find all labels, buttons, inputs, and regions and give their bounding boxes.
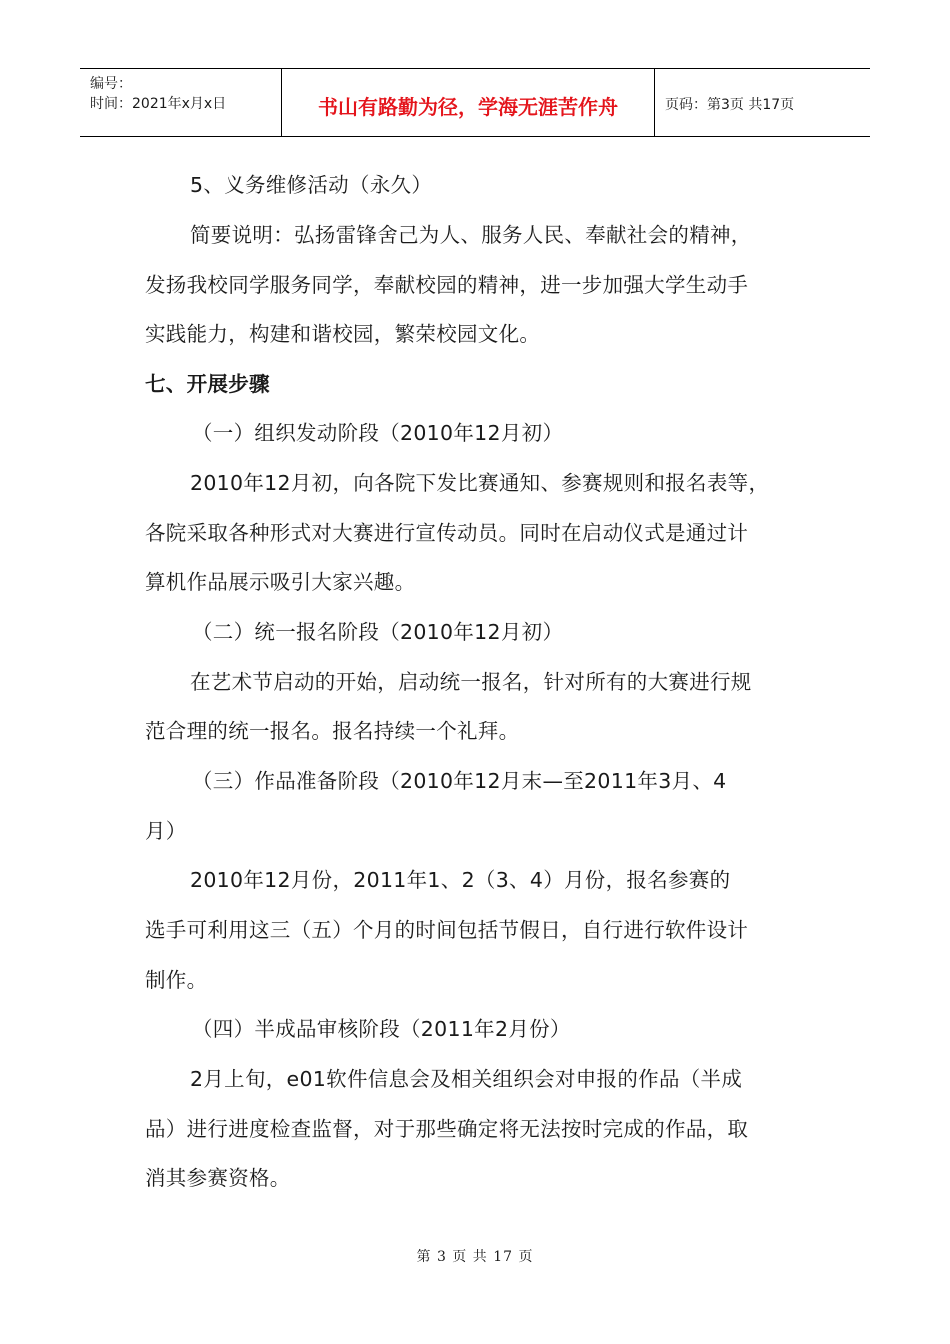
paragraph-heading: 5、义务维修活动（永久）: [190, 173, 433, 197]
subsection-heading: （一）组织发动阶段（2010年12月初）: [192, 421, 564, 445]
paragraph-line: 品）进行进度检查监督，对于那些确定将无法按时完成的作品，取: [145, 1117, 749, 1141]
paragraph-line: 范合理的统一报名。报名持续一个礼拜。: [145, 719, 520, 743]
paragraph-line: 实践能力，构建和谐校园，繁荣校园文化。: [145, 322, 541, 346]
paragraph-line: 在艺术节启动的开始，启动统一报名，针对所有的大赛进行规: [190, 670, 752, 694]
paragraph-line: 消其参赛资格。: [145, 1166, 291, 1190]
paragraph-line: 简要说明：弘扬雷锋舍己为人、服务人民、奉献社会的精神，: [190, 223, 752, 247]
subsection-heading: （二）统一报名阶段（2010年12月初）: [192, 620, 564, 644]
subsection-heading: （四）半成品审核阶段（2011年2月份）: [192, 1017, 571, 1041]
header-motto-cell: [282, 69, 655, 136]
paragraph-line: 制作。: [145, 968, 208, 992]
paragraph-line: 发扬我校同学服务同学，奉献校园的精神，进一步加强大学生动手: [145, 273, 749, 297]
paragraph-line: 2010年12月初，向各院下发比赛通知、参赛规则和报名表等，: [190, 471, 770, 495]
paragraph-line: 2月上旬，e01软件信息会及相关组织会对申报的作品（半成: [190, 1067, 743, 1091]
header-page-cell: [655, 69, 870, 136]
subsection-heading-continued: 月）: [145, 819, 187, 843]
subsection-heading: （三）作品准备阶段（2010年12月末—至2011年3月、4: [192, 769, 727, 793]
header-motto: 书山有路勤为径，学海无涯苦作舟: [318, 95, 618, 119]
paragraph-line: 算机作品展示吸引大家兴趣。: [145, 570, 416, 594]
header-info-cell: [80, 69, 282, 136]
paragraph-line: 选手可利用这三（五）个月的时间包括节假日，自行进行软件设计: [145, 918, 749, 942]
paragraph-line: 2010年12月份，2011年1、2（3、4）月份，报名参赛的: [190, 868, 731, 892]
section-heading: 七、开展步骤: [145, 372, 270, 396]
document-time-label: 时间：2021年x月x日: [90, 96, 227, 112]
document-number-label: 编号：: [90, 76, 132, 92]
header-table: [80, 68, 870, 137]
page-footer: 第 3 页 共 17 页: [416, 1249, 534, 1265]
header-page-number: 页码：第3页 共17页: [665, 97, 795, 113]
paragraph-line: 各院采取各种形式对大赛进行宣传动员。同时在启动仪式是通过计: [145, 521, 749, 545]
